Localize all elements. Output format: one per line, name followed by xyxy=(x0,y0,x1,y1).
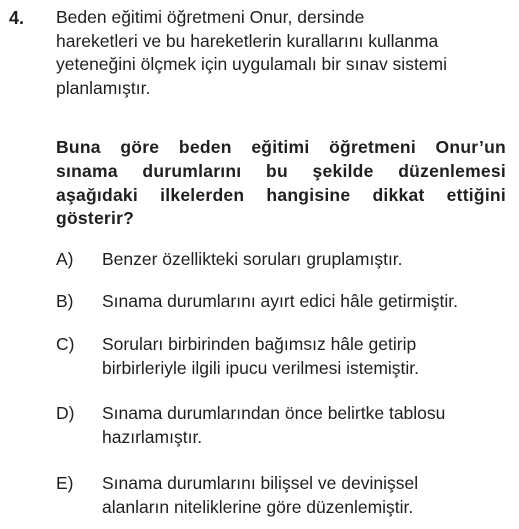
option-letter: C) xyxy=(56,334,75,354)
stem-line: yeteneğini ölçmek için uygulamalı bir sınav sistemi xyxy=(56,54,447,75)
prompt-line: gösterir? xyxy=(56,208,135,229)
option-line: alanların niteliklerine göre düzenlemiştir. xyxy=(102,496,414,517)
option-line: Sınama durumlarından önce belirtke tablosu xyxy=(102,403,446,423)
option-letter: B) xyxy=(56,291,74,311)
option-line: hazırlamıştır. xyxy=(102,426,203,447)
stem-line: Beden eğitimi öğretmeni Onur, dersinde xyxy=(56,7,365,27)
stem-line: planlamıştır. xyxy=(56,77,151,98)
option-line: Sınama durumlarını ayırt edici hâle getirmiştir. xyxy=(102,291,458,311)
question-number: 4. xyxy=(9,8,25,28)
question-prompt xyxy=(56,136,506,231)
stem-line: hareketleri ve bu hareketlerin kurallarını kullanma xyxy=(56,30,439,51)
option-line: birbirleriyle ilgili ipucu verilmesi istemiştir. xyxy=(102,357,420,378)
option-text xyxy=(102,472,512,520)
option-letter: A) xyxy=(56,249,74,269)
option-line: Sınama durumlarını bilişsel ve devinişsel xyxy=(102,473,419,493)
option-text xyxy=(102,333,512,381)
question-stem xyxy=(56,6,508,100)
option-letter: E) xyxy=(56,473,74,493)
option-line: Benzer özellikteki soruları gruplamıştır. xyxy=(102,249,403,269)
option-letter: D) xyxy=(56,403,75,423)
option-text xyxy=(102,248,512,272)
option-text xyxy=(102,290,512,314)
option-text xyxy=(102,402,512,450)
option-line: Soruları birbirinden bağımsız hâle getirip xyxy=(102,334,417,354)
prompt-line: aşağıdaki ilkelerden hangisine dikkat ettiğini xyxy=(56,184,506,205)
prompt-line: sınama durumlarını bu şekilde düzenlemesi xyxy=(56,160,506,181)
prompt-line: Buna göre beden eğitimi öğretmeni Onur’un xyxy=(56,137,506,157)
